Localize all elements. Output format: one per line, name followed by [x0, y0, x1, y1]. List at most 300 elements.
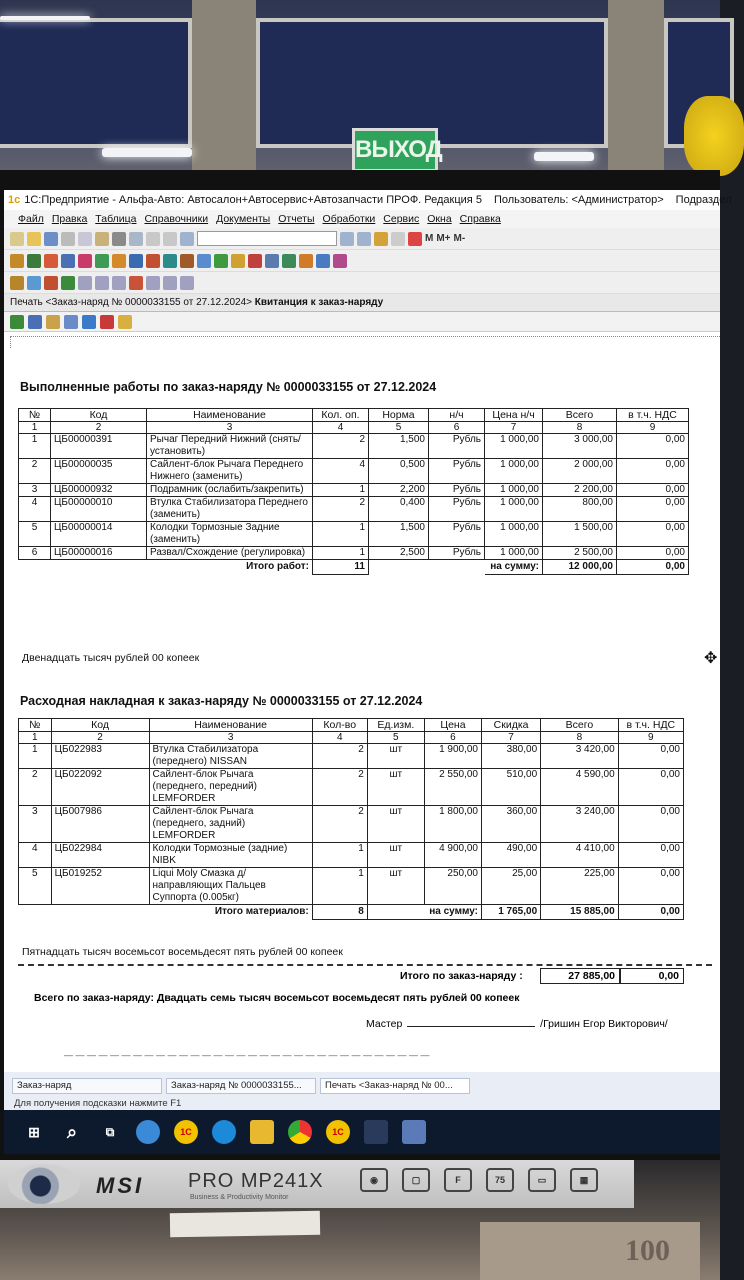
report-icon[interactable]	[180, 254, 194, 268]
cell-unit: шт	[367, 769, 424, 806]
cell-total: 4 410,00	[541, 843, 619, 868]
preview-icon[interactable]	[129, 232, 143, 246]
calendar-icon[interactable]	[391, 232, 405, 246]
column-index: 8	[543, 422, 617, 434]
table-row	[19, 769, 684, 806]
column-index: 5	[369, 422, 429, 434]
parts-total-qty: 8	[312, 905, 367, 920]
column-header: Ед.изм.	[367, 719, 424, 732]
chrome-icon[interactable]	[288, 1120, 312, 1144]
open-icon[interactable]	[27, 232, 41, 246]
table-row	[19, 497, 689, 522]
paper-label	[170, 1211, 320, 1238]
column-header: Скидка	[482, 719, 541, 732]
cell-vat: 0,00	[617, 459, 689, 484]
account-icon[interactable]	[146, 276, 160, 290]
grand-total-sum: 27 885,00	[540, 968, 620, 984]
chart-icon[interactable]	[197, 254, 211, 268]
window-tab-print[interactable]: Печать <Заказ-наряд № 00...	[320, 1078, 470, 1094]
column-header: №	[19, 409, 51, 422]
signature-block	[366, 1018, 668, 1030]
search-icon[interactable]	[340, 232, 354, 246]
works-header-row	[19, 409, 689, 422]
monitor-tagline: Business & Productivity Monitor	[190, 1194, 289, 1201]
table-row	[19, 484, 689, 497]
brand-logo: MSI	[96, 1173, 145, 1198]
column-header: н/ч	[429, 409, 485, 422]
cell-n: 4	[19, 497, 51, 522]
cell-vat: 0,00	[617, 484, 689, 497]
works-total-vat: 0,00	[617, 560, 689, 575]
works-total-label: Итого работ:	[147, 560, 313, 575]
ceiling-lamp	[0, 16, 90, 20]
works-total-row	[19, 560, 689, 575]
parts-total-label: Итого материалов:	[149, 905, 312, 920]
cell-unit: шт	[367, 868, 424, 905]
window-tabs	[4, 1072, 720, 1094]
cell-qty: 1	[313, 522, 369, 547]
menu-processing[interactable]: Обработки	[322, 213, 376, 225]
cell-qty: 1	[312, 843, 367, 868]
division-label: Подраздел	[675, 194, 732, 206]
cell-total: 2 200,00	[543, 484, 617, 497]
doc-journal-icon[interactable]	[95, 276, 109, 290]
parts-total-row	[19, 905, 684, 920]
cell-code: ЦБ022984	[51, 843, 149, 868]
account-icon[interactable]	[163, 276, 177, 290]
signature-line	[407, 1026, 535, 1027]
spreadsheet-document	[4, 332, 720, 1072]
cell-total: 3 420,00	[541, 744, 619, 769]
column-index: 3	[149, 732, 312, 744]
start-icon[interactable]: ⊞	[28, 1123, 40, 1140]
cell-name: Liqui Moly Смазка д/направляющих Пальцев Суппорта (0.005кг)	[149, 868, 312, 905]
display-badge-icon: ▭	[528, 1168, 556, 1192]
window-tab-order-list[interactable]: Заказ-наряд	[12, 1078, 162, 1094]
app-logo-icon: 1c	[8, 194, 21, 206]
works-total-qty: 11	[313, 560, 369, 575]
column-header: Код	[51, 409, 147, 422]
parts-index-row	[19, 732, 684, 744]
warehouse-icon[interactable]	[27, 254, 41, 268]
help-icon[interactable]	[118, 315, 132, 329]
works-total-sum: 12 000,00	[543, 560, 617, 575]
table-row	[19, 547, 689, 560]
menu-catalogs[interactable]: Справочники	[144, 213, 209, 225]
column-index: 6	[424, 732, 481, 744]
column-index: 2	[51, 422, 147, 434]
column-header: Всего	[543, 409, 617, 422]
cell-unit: Рубль	[429, 484, 485, 497]
cell-n: 2	[19, 459, 51, 484]
help-icon[interactable]	[374, 232, 388, 246]
cell-price: 1 000,00	[485, 522, 543, 547]
cell-qty: 1	[313, 484, 369, 497]
cell-n: 3	[19, 484, 51, 497]
users-icon[interactable]	[163, 254, 177, 268]
cell-vat: 0,00	[618, 806, 683, 843]
cell-n: 5	[19, 522, 51, 547]
cell-name: Сайлент-блок Рычага Переднего Нижнего (заменить)	[147, 459, 313, 484]
client-icon[interactable]	[61, 254, 75, 268]
parts-title: Расходная накладная к заказ-наряду № 0000033155 от 27.12.2024	[20, 694, 423, 708]
cell-code: ЦБ019252	[51, 868, 149, 905]
menu-windows[interactable]: Окна	[427, 213, 452, 225]
cell-code: ЦБ007986	[51, 806, 149, 843]
folder-icon[interactable]	[231, 254, 245, 268]
column-header: Цена н/ч	[485, 409, 543, 422]
cell-qty: 2	[312, 806, 367, 843]
cell-qty: 4	[313, 459, 369, 484]
cell-total: 800,00	[543, 497, 617, 522]
column-header: Кол-во	[312, 719, 367, 732]
undo-icon[interactable]	[146, 232, 160, 246]
anti-flicker-badge-icon: ▢	[402, 1168, 430, 1192]
document-tab-title: Печать <Заказ-наряд № 0000033155 от 27.12.2024>	[10, 297, 252, 308]
cell-total: 2 000,00	[543, 459, 617, 484]
column-index: 8	[541, 732, 619, 744]
cut-icon[interactable]	[61, 232, 75, 246]
wrench-icon[interactable]	[61, 276, 75, 290]
cell-norm: 1,500	[369, 522, 429, 547]
1c-app-icon[interactable]: 1C	[174, 1120, 198, 1144]
cell-code: ЦБ00000932	[51, 484, 147, 497]
cell-norm: 0,500	[369, 459, 429, 484]
cell-qty: 2	[313, 497, 369, 522]
standard-toolbar	[4, 228, 720, 250]
eye-care-icon	[8, 1164, 80, 1204]
cell-n: 3	[19, 806, 52, 843]
pin-icon[interactable]	[44, 276, 58, 290]
new-icon[interactable]	[10, 232, 24, 246]
monitor-screen	[4, 190, 732, 1122]
works-sum-label: на сумму:	[485, 560, 543, 575]
cell-unit: шт	[367, 843, 424, 868]
eye-care-badge-icon: ◉	[360, 1168, 388, 1192]
cell-discount: 25,00	[482, 868, 541, 905]
table-row	[19, 459, 689, 484]
windows-taskbar	[4, 1110, 720, 1154]
ceiling-lamp	[534, 152, 594, 161]
memory-minus-button[interactable]: M-	[453, 233, 466, 244]
column-index: 9	[618, 732, 683, 744]
cell-unit: Рубль	[429, 522, 485, 547]
menu-table[interactable]: Таблица	[95, 213, 137, 225]
account-icon[interactable]	[180, 276, 194, 290]
app-icon[interactable]	[364, 1120, 388, 1144]
task-view-icon[interactable]: ⧉	[105, 1124, 115, 1139]
column-header: Норма	[369, 409, 429, 422]
export-icon[interactable]	[46, 315, 60, 329]
cell-total: 3 000,00	[543, 434, 617, 459]
table-row	[19, 843, 684, 868]
cell-vat: 0,00	[617, 522, 689, 547]
cell-vat: 0,00	[618, 843, 683, 868]
yellow-object	[684, 96, 744, 176]
cell-discount: 380,00	[482, 744, 541, 769]
save-icon[interactable]	[44, 232, 58, 246]
column-header: в т.ч. НДС	[618, 719, 683, 732]
redo-icon[interactable]	[163, 232, 177, 246]
stats-icon[interactable]	[316, 254, 330, 268]
cell-qty: 2	[312, 744, 367, 769]
money-icon[interactable]	[95, 254, 109, 268]
document-tab-subtitle: Квитанция к заказ-наряду	[254, 297, 384, 308]
memory-button[interactable]: M	[425, 233, 434, 244]
cell-price: 1 000,00	[485, 497, 543, 522]
cell-total: 1 500,00	[543, 522, 617, 547]
column-header: в т.ч. НДС	[617, 409, 689, 422]
banknote: 100	[480, 1222, 700, 1280]
copy-icon[interactable]	[78, 232, 92, 246]
column-index: 9	[617, 422, 689, 434]
cell-n: 4	[19, 843, 52, 868]
cell-code: ЦБ022983	[51, 744, 149, 769]
cell-price: 1 800,00	[424, 806, 481, 843]
column-header: №	[19, 719, 52, 732]
cell-price: 1 000,00	[485, 547, 543, 560]
network-icon[interactable]	[402, 1120, 426, 1144]
cell-n: 5	[19, 868, 52, 905]
cell-code: ЦБ00000014	[51, 522, 147, 547]
works-index-row	[19, 422, 689, 434]
flag-icon[interactable]	[248, 254, 262, 268]
document-toolbar	[4, 312, 720, 332]
page-border	[10, 336, 720, 337]
menu-reports[interactable]: Отчеты	[278, 213, 315, 225]
cell-name: Сайлент-блок Рычага (переднего, задний) LEMFORDER	[149, 806, 312, 843]
column-index: 4	[313, 422, 369, 434]
column-header: Код	[51, 719, 149, 732]
window-title: 1С:Предприятие - Альфа-Авто: Автосалон+Автосервис+Автозапчасти ПРОФ. Редакция 5	[24, 194, 482, 206]
cell-total: 225,00	[541, 868, 619, 905]
menu-bar	[4, 210, 720, 228]
cell-unit: Рубль	[429, 459, 485, 484]
cell-total: 4 590,00	[541, 769, 619, 806]
calculator-icon[interactable]	[408, 232, 422, 246]
cell-vat: 0,00	[617, 497, 689, 522]
cell-unit: Рубль	[429, 547, 485, 560]
cell-code: ЦБ00000391	[51, 434, 147, 459]
column-index: 7	[485, 422, 543, 434]
grand-total-label: Итого по заказ-наряду :	[400, 970, 523, 982]
column-index: 2	[51, 732, 149, 744]
column-header: Цена	[424, 719, 481, 732]
menu-edit[interactable]: Правка	[51, 213, 88, 225]
cell-total: 3 240,00	[541, 806, 619, 843]
cell-discount: 510,00	[482, 769, 541, 806]
cell-n: 1	[19, 744, 52, 769]
cell-vat: 0,00	[617, 547, 689, 560]
column-header: Наименование	[147, 409, 313, 422]
cell-vat: 0,00	[618, 744, 683, 769]
table-row	[19, 434, 689, 459]
cell-qty: 2	[312, 769, 367, 806]
cell-qty: 2	[313, 434, 369, 459]
paste-icon[interactable]	[95, 232, 109, 246]
refresh-icon[interactable]	[27, 276, 41, 290]
cell-n: 6	[19, 547, 51, 560]
edge-icon[interactable]	[212, 1120, 236, 1144]
mouse-cursor-icon: ✥	[704, 650, 718, 667]
window-tab-order[interactable]: Заказ-наряд № 0000033155...	[166, 1078, 316, 1094]
print-icon[interactable]	[112, 232, 126, 246]
document-tab[interactable]	[4, 294, 720, 312]
catalog-icon[interactable]	[10, 254, 24, 268]
search-next-icon[interactable]	[357, 232, 371, 246]
parts-header-row	[19, 719, 684, 732]
column-index: 6	[429, 422, 485, 434]
parts-total-discount: 1 765,00	[482, 905, 541, 920]
cell-unit: шт	[367, 744, 424, 769]
tools-icon[interactable]	[146, 254, 160, 268]
paint-icon[interactable]	[136, 1120, 160, 1144]
cell-name: Колодки Тормозные (задние) NIBK	[149, 843, 312, 868]
separator-line	[18, 964, 712, 966]
cell-price: 1 900,00	[424, 744, 481, 769]
monitor-model: PRO MP241X	[188, 1170, 324, 1192]
page-border	[10, 336, 11, 348]
cutoff-text-line: — — — — — — — — — — — — — — — — — — — — — — — — — — — — — — — —	[64, 1050, 430, 1060]
cell-norm: 2,200	[369, 484, 429, 497]
cell-name: Подрамник (ослабить/закрепить)	[147, 484, 313, 497]
signature-name: /Гришин Егор Викторович/	[540, 1018, 668, 1030]
table-row	[19, 744, 684, 769]
column-index: 5	[367, 732, 424, 744]
search-input[interactable]	[197, 231, 337, 246]
car-icon[interactable]	[44, 254, 58, 268]
column-header: Наименование	[149, 719, 312, 732]
cell-price: 2 550,00	[424, 769, 481, 806]
doc-icon[interactable]	[214, 254, 228, 268]
operations-toolbar	[4, 272, 720, 294]
feature-badges	[360, 1168, 598, 1192]
grand-total-words: Всего по заказ-наряду: Двадцать семь тысяч восемьсот восемьдесят пять рублей 00 копеек	[34, 992, 520, 1004]
settings-icon[interactable]	[333, 254, 347, 268]
doc-journal-icon[interactable]	[78, 276, 92, 290]
menu-service[interactable]: Сервис	[383, 213, 420, 225]
invoice-icon[interactable]	[129, 254, 143, 268]
works-title: Выполненные работы по заказ-наряду № 0000033155 от 27.12.2024	[20, 380, 437, 394]
transfer-icon[interactable]	[129, 276, 143, 290]
cell-qty: 1	[312, 868, 367, 905]
column-index: 4	[312, 732, 367, 744]
cell-name: Втулка Стабилизатора (переднего) NISSAN	[149, 744, 312, 769]
grand-total-vat: 0,00	[620, 968, 684, 984]
cell-name: Рычаг Передний Нижний (снять/установить)	[147, 434, 313, 459]
column-index: 7	[482, 732, 541, 744]
parts-table	[18, 718, 684, 920]
cell-price: 1 000,00	[485, 484, 543, 497]
cell-name: Колодки Тормозные Задние (заменить)	[147, 522, 313, 547]
pdf-icon[interactable]	[100, 315, 114, 329]
menu-help[interactable]: Справка	[459, 213, 501, 225]
cell-name: Втулка Стабилизатора Переднего (заменить)	[147, 497, 313, 522]
cell-name: Развал/Схождение (регулировка)	[147, 547, 313, 560]
cell-code: ЦБ00000016	[51, 547, 147, 560]
cell-code: ЦБ00000035	[51, 459, 147, 484]
cell-vat: 0,00	[618, 769, 683, 806]
cell-qty: 1	[313, 547, 369, 560]
column-index: 3	[147, 422, 313, 434]
cell-discount: 490,00	[482, 843, 541, 868]
exit-sign: ВЫХОД	[352, 128, 438, 172]
cell-unit: Рубль	[429, 434, 485, 459]
file-explorer-icon[interactable]	[250, 1120, 274, 1144]
cell-norm: 1,500	[369, 434, 429, 459]
cell-total: 2 500,00	[543, 547, 617, 560]
cell-price: 1 000,00	[485, 459, 543, 484]
cell-name: Сайлент-блок Рычага (переднего, передний) LEMFORDER	[149, 769, 312, 806]
check-icon[interactable]	[282, 254, 296, 268]
parts-sum-words: Пятнадцать тысяч восемьсот восемьдесят пять рублей 00 копеек	[22, 946, 343, 958]
parts-total-vat: 0,00	[618, 905, 683, 920]
menu-documents[interactable]: Документы	[216, 213, 271, 225]
parts-sum-label: на сумму:	[367, 905, 481, 920]
column-index: 1	[19, 422, 51, 434]
cell-price: 4 900,00	[424, 843, 481, 868]
window-titlebar	[4, 190, 732, 210]
cell-vat: 0,00	[618, 868, 683, 905]
ceiling-lamp	[102, 148, 192, 157]
cell-unit: шт	[367, 806, 424, 843]
signature-label: Мастер	[366, 1018, 403, 1030]
table-row	[19, 868, 684, 905]
parts-total-sum: 15 885,00	[541, 905, 619, 920]
low-blue-light-badge-icon: F	[444, 1168, 472, 1192]
status-hint: Для получения подсказки нажмите F1	[14, 1098, 182, 1109]
table-row	[19, 522, 689, 547]
cell-n: 1	[19, 434, 51, 459]
cell-discount: 360,00	[482, 806, 541, 843]
cell-norm: 2,500	[369, 547, 429, 560]
window-panel	[0, 18, 192, 148]
word-icon[interactable]	[28, 315, 42, 329]
cell-code: ЦБ022092	[51, 769, 149, 806]
cell-price: 250,00	[424, 868, 481, 905]
cell-unit: Рубль	[429, 497, 485, 522]
current-user: Пользователь: <Администратор>	[493, 194, 664, 206]
excel-icon[interactable]	[10, 315, 24, 329]
column-index: 1	[19, 732, 52, 744]
works-table	[18, 408, 689, 575]
cell-n: 2	[19, 769, 52, 806]
cell-code: ЦБ00000010	[51, 497, 147, 522]
price-icon[interactable]	[299, 254, 313, 268]
cell-price: 1 000,00	[485, 434, 543, 459]
column-header: Всего	[541, 719, 619, 732]
browser-icon[interactable]	[82, 315, 96, 329]
1c-enterprise-icon[interactable]: 1C	[326, 1120, 350, 1144]
list-icon[interactable]	[265, 254, 279, 268]
cell-vat: 0,00	[617, 434, 689, 459]
parts-icon[interactable]	[78, 254, 92, 268]
orders-icon[interactable]	[112, 254, 126, 268]
cell-norm: 0,400	[369, 497, 429, 522]
catalog-toolbar	[4, 250, 720, 272]
key-icon[interactable]	[10, 276, 24, 290]
email-icon[interactable]	[64, 315, 78, 329]
doc-journal-icon[interactable]	[112, 276, 126, 290]
menu-file[interactable]: Файл	[18, 213, 44, 225]
works-sum-words: Двенадцать тысяч рублей 00 копеек	[22, 652, 200, 664]
column-header: Кол. оп.	[313, 409, 369, 422]
memory-plus-button[interactable]: M+	[436, 233, 451, 244]
table-row	[19, 806, 684, 843]
find-icon[interactable]	[180, 232, 194, 246]
search-icon[interactable]: ⌕	[66, 1121, 78, 1142]
refresh-rate-badge: 75	[486, 1168, 514, 1192]
